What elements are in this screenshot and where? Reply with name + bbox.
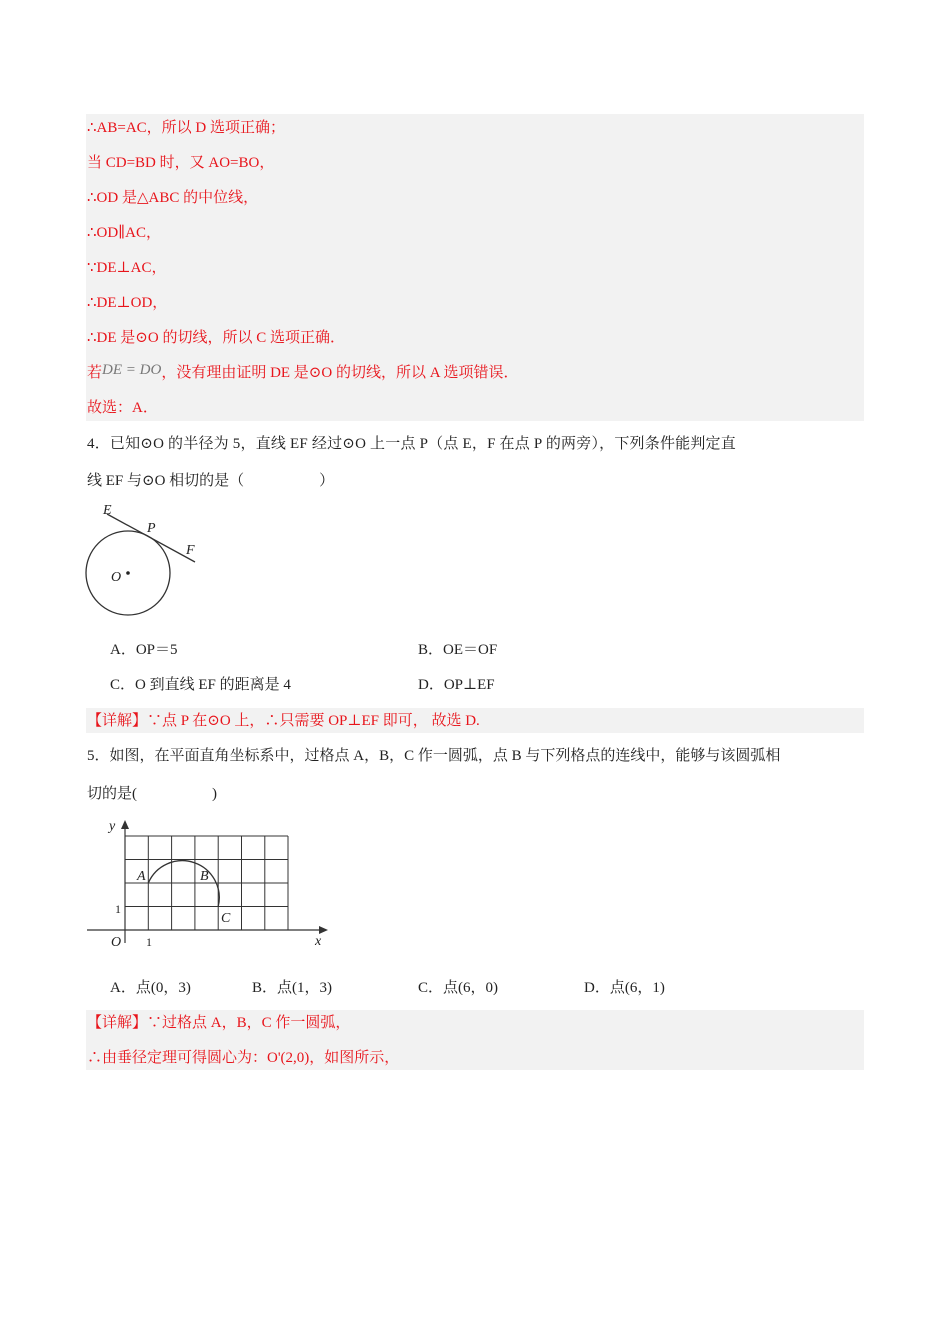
y-axis-arrow-icon (121, 820, 129, 829)
label-y: y (109, 819, 116, 834)
solution-line: ∴DE 是⊙O 的切线，所以 C 选项正确． (87, 330, 345, 346)
option-a: A．OP＝5 (110, 642, 178, 658)
circle-tangent-figure (80, 500, 210, 620)
solution-line: ∵DE⊥AC， (87, 260, 167, 276)
arc (148, 861, 219, 907)
label-origin: O (111, 935, 122, 950)
solution-line: ∴DE⊥OD， (87, 295, 168, 311)
solution-rest: ，没有理由证明 DE 是⊙O 的切线，所以 A 选项错误． (161, 365, 519, 381)
solution-line: ∴OD∥AC， (87, 225, 161, 241)
detail-q4: 【详解】∵点 P 在⊙O 上，∴只需要 OP⊥EF 即可， 故选 D. (87, 713, 480, 729)
label-f: F (186, 543, 195, 558)
solution-line: 当 CD=BD 时，又 AO=BO， (87, 155, 275, 171)
detail-q5: ∴由垂径定理可得圆心为：O'(2,0)，如图所示， (87, 1050, 400, 1066)
question-5-text: 5．如图，在平面直角坐标系中，过格点 A，B，C 作一圆弧，点 B 与下列格点的连线中，能够与该圆弧相 (87, 748, 781, 764)
option-d: D．点(6，1) (584, 980, 665, 996)
option-b: B．OE＝OF (418, 642, 498, 658)
label-p: P (147, 521, 156, 536)
label-e: E (103, 503, 112, 518)
option-c: C．O 到直线 EF 的距离是 4 (110, 677, 291, 693)
grid-arc-figure (85, 815, 335, 950)
formula: DE = DO (102, 362, 162, 378)
label-b: B (200, 869, 209, 884)
solution-line (87, 363, 518, 383)
label-o: O (111, 570, 122, 585)
label-c: C (221, 911, 231, 926)
solution-answer: 故选：A． (87, 400, 158, 416)
solution-line: ∴AB=AC，所以 D 选项正确； (87, 120, 286, 136)
solution-line: ∴OD 是△ABC 的中位线， (87, 190, 259, 206)
tick-y-1: 1 (115, 902, 121, 916)
option-d: D．OP⊥EF (418, 677, 495, 693)
question-4-text: 线 EF 与⊙O 相切的是（ ） (87, 473, 335, 489)
x-axis-arrow-icon (319, 926, 328, 934)
option-b: B．点(1，3) (252, 980, 332, 996)
option-c: C．点(6，0) (418, 980, 498, 996)
label-x: x (315, 934, 322, 949)
solution-prefix: 若 (87, 365, 103, 381)
question-5-text: 切的是( ) (87, 786, 217, 802)
option-a: A．点(0，3) (110, 980, 191, 996)
question-4-text: 4．已知⊙O 的半径为 5，直线 EF 经过⊙O 上一点 P（点 E，F 在点 P 的两旁），下列条件能判定直 (87, 436, 736, 452)
label-a: A (137, 869, 146, 884)
center-point (126, 571, 130, 575)
tick-x-1: 1 (146, 935, 152, 949)
detail-q5: 【详解】∵过格点 A，B，C 作一圆弧， (87, 1015, 351, 1031)
